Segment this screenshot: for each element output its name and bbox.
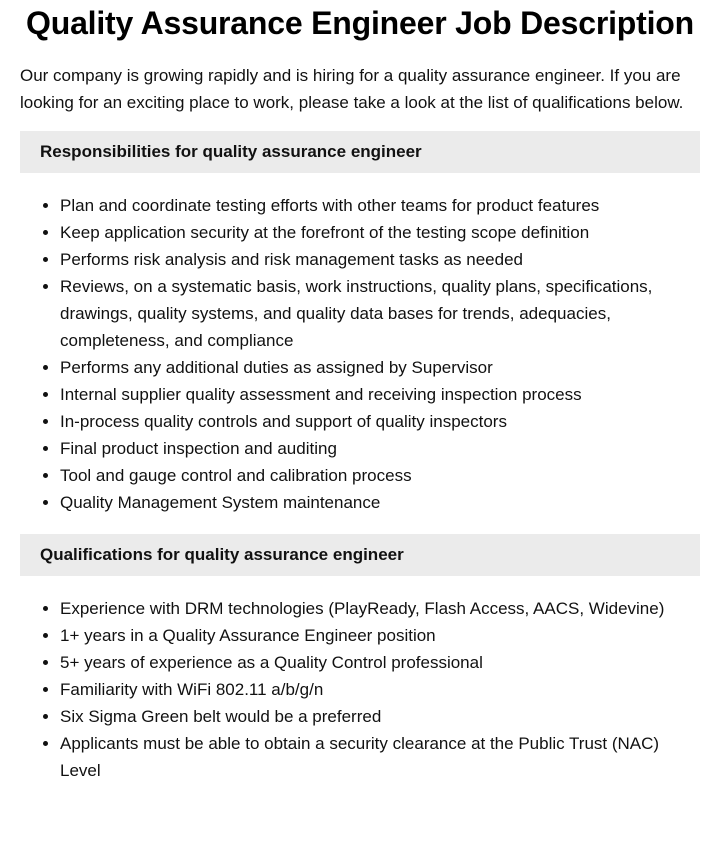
qualifications-heading: Qualifications for quality assurance engineer [20,534,700,576]
list-item: • Reviews, on a systematic basis, work instructions, quality plans, specifications, drawings, quality systems, and quality data bases for trends, adequacies, completeness, and compliance [60,273,700,354]
list-item: • Familiarity with WiFi 802.11 a/b/g/n [60,676,700,703]
responsibilities-list [20,192,700,516]
list-item: • Performs risk analysis and risk management tasks as needed [60,246,700,273]
list-item: • In-process quality controls and support of quality inspectors [60,408,700,435]
list-item: • Performs any additional duties as assigned by Supervisor [60,354,700,381]
list-item: • Final product inspection and auditing [60,435,700,462]
list-item: • Keep application security at the forefront of the testing scope definition [60,219,700,246]
list-item: • Six Sigma Green belt would be a preferred [60,703,700,730]
responsibilities-heading: Responsibilities for quality assurance engineer [20,131,700,173]
list-item: • 1+ years in a Quality Assurance Engineer position [60,622,700,649]
page-title: Quality Assurance Engineer Job Description [26,5,694,41]
list-item: • Applicants must be able to obtain a security clearance at the Public Trust (NAC) Level [60,730,700,784]
list-item: • Plan and coordinate testing efforts with other teams for product features [60,192,700,219]
list-item: • Quality Management System maintenance [60,489,700,516]
list-item: • Tool and gauge control and calibration process [60,462,700,489]
list-item: • Experience with DRM technologies (PlayReady, Flash Access, AACS, Widevine) [60,595,700,622]
list-item: • 5+ years of experience as a Quality Control professional [60,649,700,676]
intro-paragraph: Our company is growing rapidly and is hiring for a quality assurance engineer. If you are looking for an exciting place to work, please take a look at the list of qualifications below. [20,66,684,112]
list-item: • Internal supplier quality assessment and receiving inspection process [60,381,700,408]
qualifications-list [20,595,700,784]
